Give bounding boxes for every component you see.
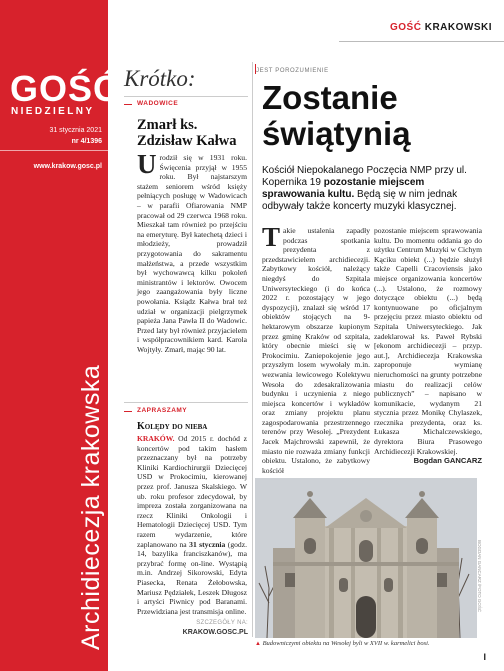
article-col1-text: akie ustalenia zapadły podczas spotkania prezydenta z przedstawicielem archidiecezji. Zabytkowy kościół, należący niegdyś do Szpitala Uniwersyteckiego (i do końca 2022 r. pozostający w jego dyspozycji), znalazł się wśród 17 obiektów stojących na 9-hektarowym obszarze kupionym przez gminę Kraków od szpitala, który obecnie mieści się w Prokocimiu. Zaniepokojenie jego przyszłym losem wywołały m.in. wezwania lewicowego Kolektywu Wesoła do zdesakralizowania budynku i uczynienia z niego miejsca koncertów i wykładów oraz zmiany projektu planu zagospodarowania przestrzennego terenów przy Wesołej. „Prezydent Jacek Majchrowski zapewnił, że miasto nie rozważa zmiany funkcji obiektu. Ustalono, że zabytkowy kościół (262, 226, 370, 475)
logo-wordmark: GOŚĆ (10, 68, 121, 109)
koledy-headline (137, 421, 207, 432)
website-link[interactable]: www.krakow.gosc.pl (33, 163, 102, 170)
more-link[interactable]: KRAKOW.GOSC.PL (182, 629, 248, 636)
obit-headline: Zmarł ks. Zdzisław Kałwa (137, 117, 237, 149)
column-separator (252, 62, 253, 637)
article-dropcap: T (262, 222, 281, 252)
sidebar-divider (0, 150, 108, 151)
obit-body (137, 149, 247, 354)
lead-bold: pozostanie miejscem sprawowania kultu. (262, 177, 425, 200)
lead-text-1: Kościół Niepokalanego Poczęcia NMP przy ul. Kopernika 19 (262, 165, 467, 188)
issue-date: 31 stycznia 2021 (49, 127, 102, 134)
issue-number: nr 4/1396 (71, 138, 102, 145)
column-title: Krótko: (124, 66, 196, 91)
section-brand: GOŚĆ (389, 22, 422, 33)
koledy-body (137, 434, 247, 616)
obit-tag: WADOWICE (137, 100, 179, 107)
header-rule (339, 41, 504, 42)
koledy-text: Od 2015 r. dochód z koncertów pod takim hasłem przeznaczany był na potrzeby Kliniki Kardiochirurgii Dziecięcej USD w Prokocimiu, kierowanej przez prof. Janusza Skalskiego. W ub. roku profesor zdecydował, by impreza została zorganizowana na rzecz Kliniki Onkologii i Hematologii Dziecięcej USD. Tym razem wydarzenie, które zaplanowano na (137, 434, 248, 549)
page-number: I (483, 652, 486, 662)
article-lead (262, 165, 486, 213)
tag-marker (124, 104, 132, 105)
column-divider (124, 402, 248, 403)
church-photo (255, 478, 477, 638)
sidebar-brand-panel (0, 0, 121, 671)
koledy-text-2: (godz. 14, bazylika franciszkanów), ma przybrać formę on-line. Wystąpią m.in. Andrzej Sikorowski, Edyta Piasecka, Renata Żełobowska, Mariusz Pędziałek, Leszek Długosz i artyści Piwnicy pod Baranami. Przewidziana jest transmisja online. (137, 539, 247, 616)
article-column-1 (262, 222, 370, 475)
photo-credit: BOGDAN GANCARZ /FOTO GOŚĆ (477, 540, 482, 613)
section-header (390, 22, 504, 33)
koledy-date: 31 stycznia (189, 539, 226, 549)
koledy-place: KRAKÓW. (137, 434, 175, 443)
vertical-section-title: Archidiecezja krakowska (77, 364, 105, 650)
caption-text: Budowniczymi obiektu na Wesołej byli w XVII w. karmelici bosi. (262, 640, 430, 647)
logo-subtitle: NIEDZIELNY (11, 106, 95, 117)
article-author: Bogdan GANCARZ (413, 456, 482, 466)
church-illustration (255, 478, 477, 638)
article-column-2 (374, 226, 482, 466)
section-name: KRAKOWSKI (424, 22, 492, 33)
article-headline (262, 80, 411, 152)
lead-text-2: Będą się w nim jednak odbywały także koncerty muzyki klasycznej. (262, 189, 458, 212)
obit-text: rodził się w 1931 roku. Święcenia przyjął w 1955 roku. Był najstarszym stażem seniorem wśród księży pełniących posługę w Wadowicach – w parafii Ofiarowania NMP pracował od 29 czerwca 1968 roku. Mieszkał tam również po przejściu na emeryturę. Był katechetą dzieci i młodzieży, prowadził przygotowania do sakramentu małżeństwa, a przede wszystkim był wychowawcą kilku pokoleń ministrantów i lektorów. Owocem jego zaangażowania były liczne powołania. Ksiądz Kałwa brał też udział w organizacji pielgrzymek papieża Jana Pawła II do Wadowic. Przed laty był również przyjacielem i współpracownikiem kard. Karola Wojtyły. Zmarł, mając 90 lat. (137, 153, 247, 354)
headline-line-2: świątynią (262, 115, 411, 152)
koledy-title-text: Kolędy do nieba (137, 421, 208, 432)
column-divider (124, 96, 248, 97)
article-kicker: JEST POROZUMIENIE (256, 68, 329, 74)
headline-line-1: Zostanie (262, 79, 398, 116)
more-label: SZCZEGÓŁY NA: (196, 620, 248, 626)
dropcap: U (137, 149, 157, 179)
koledy-tag: ZAPRASZAMY (137, 407, 188, 414)
tag-marker (124, 411, 132, 412)
caption-arrow-icon: ▲ (255, 641, 261, 647)
article-col2-text: pozostanie miejscem sprawowania kultu. Do momentu oddania go do użytku Centrum Muzyki w Cichym Kąciku obiekt (...) będzie służył także Capelli Cracoviensis jako miejsce organizowania koncertów (...). Ustalono, że rozmowy dotyczące obiektu (...) będą kontynuowane po oficjalnym przejęciu przez miasto obiektu od Szpitala Uniwersyteckiego. Jak zadeklarował ks. Paweł Rybski [ekonom archidiecezji – przyp. aut.], Archidiecezja Krakowska zaproponuje wymianę nieruchomości na grunty potrzebne miastu do realizacji celów publicznych” – napisano w komunikacie, wydanym 21 stycznia przez Monikę Chylaszek, rzecznika prezydenta, oraz ks. Łukasza Michalczewskiego, dyrektora Biura Prasowego Archidiecezji Krakowskiej. (374, 226, 482, 456)
photo-caption (255, 640, 477, 647)
